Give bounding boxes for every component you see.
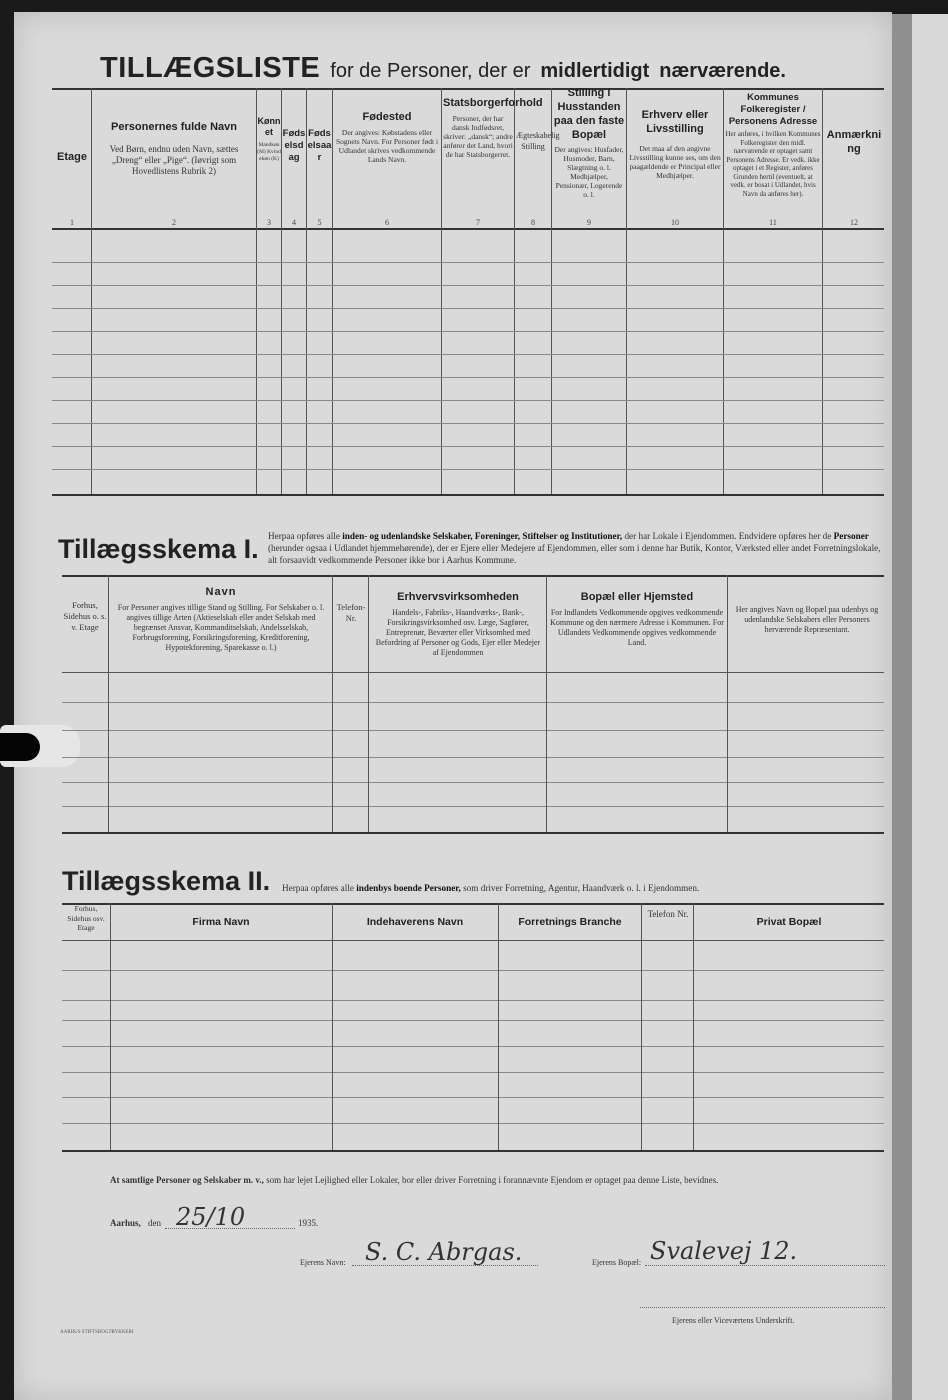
title-pre: for de Personer, der er (330, 60, 531, 82)
main-title (100, 52, 860, 85)
handwritten-date: 25/10 (176, 1203, 246, 1231)
col-koennet-header: Kønnet Mandkøn (M) Kvindekøn (K) (257, 116, 281, 162)
binder-hole (0, 733, 40, 761)
col-erhverv-header: Erhverv eller Livsstilling Det maa af den angivne Livsstilling kunne ses, om den paagældende er Principal eller Medhjælper. (629, 109, 721, 180)
col-num-11: 11 (769, 218, 777, 227)
col-anmaerkning-header: Anmærkning (826, 129, 882, 155)
col-stilling-header: Stilling i Husstanden paa den faste Bopæl Der angives: Husfader, Husmoder, Barn, Slægtning o. l. Medhjælper, Pensionær, Logerende o. l. (553, 87, 625, 199)
col-num-8: 8 (531, 218, 535, 227)
skema1-col-telefon-header: Telefon-Nr. (336, 602, 366, 623)
col-num-2: 2 (172, 218, 176, 227)
skema2-intro: Herpaa opføres alle indenbys boende Personer, som driver Forretning, Agentur, Haandværk o. l. i Ejendommen. (282, 883, 700, 893)
year-label: 1935. (298, 1218, 319, 1228)
page-edge (892, 14, 912, 1400)
signature-label: Ejerens eller Viceværtens Underskrift. (672, 1316, 795, 1325)
col-folkeregister-header: Kommunes Folkeregister / Personens Adresse Her anføres, i hvilken Kommunes Folkeregister den midl. nærværende er optaget samt Personens Adresse. Er vedk. ikke optaget i et Register, anføres Grunden hertil (eventuelt, at vedk. er bosat i Udlandet, hvis Navn da anføres her). (725, 92, 821, 198)
col-num-9: 9 (587, 218, 591, 227)
skema1-title: Tillægsskema I. (58, 534, 259, 564)
skema1-col-navn-header: Navn For Personer angives tillige Stand og Stilling. For Selskaber o. l. angives tillige Arten (Aktieselskab eller andet Selskab med begrænset Ansvar, Kommanditselskab, Andelsselskab, Forbrugsforening, Forsikringsforening, Kreditforening, Hypotekforening, Sparekasse o. l.) (117, 586, 325, 652)
handwritten-owner-name: S. C. Abrgas. (365, 1238, 523, 1266)
col-num-4: 4 (292, 218, 296, 227)
col-num-3: 3 (267, 218, 271, 227)
col-aegteskab-header: Ægteskabelig Stilling (516, 131, 560, 151)
skema2-col-indehaver-header: Indehaverens Navn (366, 916, 464, 928)
title-post: nærværende. (659, 60, 786, 82)
col-num-1: 1 (70, 218, 74, 227)
col-foedested-header: Fødested Der angives: Købstadens eller Sognets Navn. For Personer født i Udlandet skrives vedkommende Lands Navn. (335, 111, 439, 164)
skema1-col-erhverv-header: Erhvervsvirksomheden Handels-, Fabriks-, Haandværks-, Bank-, Forsikringsvirksomhed osv. Læge, Sagfører, Entreprenør, Beværter eller Virksomhed med Befordring af Personer og Gods, Ejer eller Medejer af Ejendommen (375, 591, 541, 657)
handwritten-owner-address: Svalevej 12. (650, 1237, 798, 1265)
col-foedselsaar-header: Fødselsaar (307, 128, 332, 163)
skema2-title: Tillægsskema II. (62, 866, 271, 896)
title-main: TILLÆGSLISTE (100, 52, 321, 84)
title-bold: midlertidigt (540, 60, 650, 82)
owner-name-label: Ejerens Navn: (300, 1258, 346, 1267)
col-etage-header: Etage (57, 151, 87, 163)
next-page-edge (912, 14, 948, 1400)
col-foedselsdag-header: Fødselsdag (282, 128, 306, 163)
printer-mark: AARHUS STIFTSBOGTRYKKERI (60, 1330, 134, 1335)
owner-address-label: Ejerens Bopæl: (592, 1258, 642, 1267)
col-num-12: 12 (850, 218, 858, 227)
den-label: den (148, 1218, 161, 1228)
declaration: At samtlige Personer og Selskaber m. v., som har lejet Lejlighed eller Lokaler, bor eller driver Forretning i forannævnte Ejendom er optaget paa denne Liste, bevidnes. (110, 1175, 719, 1185)
skema2-col-etage-header: Forhus, Sidehus osv. Etage (67, 904, 105, 932)
skema2-col-bopael-header: Privat Bopæl (756, 916, 822, 928)
skema2-col-firma-header: Firma Navn (192, 916, 250, 928)
skema2-col-telefon-header: Telefon Nr. (647, 909, 689, 919)
col-num-7: 7 (476, 218, 480, 227)
skema1-col-bopael-header: Bopæl eller Hjemsted For Indlandets Vedkommende opgives vedkommende Kommune og den nærmere Adresse i Kommunen. For Udlandets Vedkommende opgives vedkommende Land. (550, 591, 724, 647)
col-num-10: 10 (671, 218, 679, 227)
col-navn-header: Personernes fulde Navn Ved Børn, endnu uden Navn, sættes „Dreng“ eller „Pige“. (Iøvrigt som Hovedlistens Rubrik 2) (109, 121, 239, 176)
skema2-col-branche-header: Forretnings Branche (518, 916, 622, 928)
col-num-5: 5 (317, 218, 322, 227)
col-num-6: 6 (385, 218, 389, 227)
col-statsborger-header: Statsborgerforhold Personer, der har dansk Indfødsret, skriver: „dansk“; andre anfører det Land, hvori de har Statsborgerret. (443, 97, 543, 159)
place-label: Aarhus, (110, 1218, 141, 1228)
skema1-col-repraesentant-header: Her angives Navn og Bopæl paa udenbys og udenlandske Selskabers eller Personers herværende Repræsentant. (735, 605, 879, 634)
skema1-col-etage-header: Forhus, Sidehus o. s. v. Etage (63, 600, 107, 632)
skema1-intro: Herpaa opføres alle inden- og udenlandske Selskaber, Foreninger, Stiftelser og Institutioner, der har Lokale i Ejendommen. Endvidere opføres her de Personer (herunder ogsaa i Udlandet hjemmehørende), der er Ejere eller Medejere af Ejendommen, eller som i denne har Butik, Kontor, Værksted eller andet Forretningslokale, alt forsaavidt vedkommende Personer ikke bor i Aarhus Kommune. (268, 531, 881, 565)
